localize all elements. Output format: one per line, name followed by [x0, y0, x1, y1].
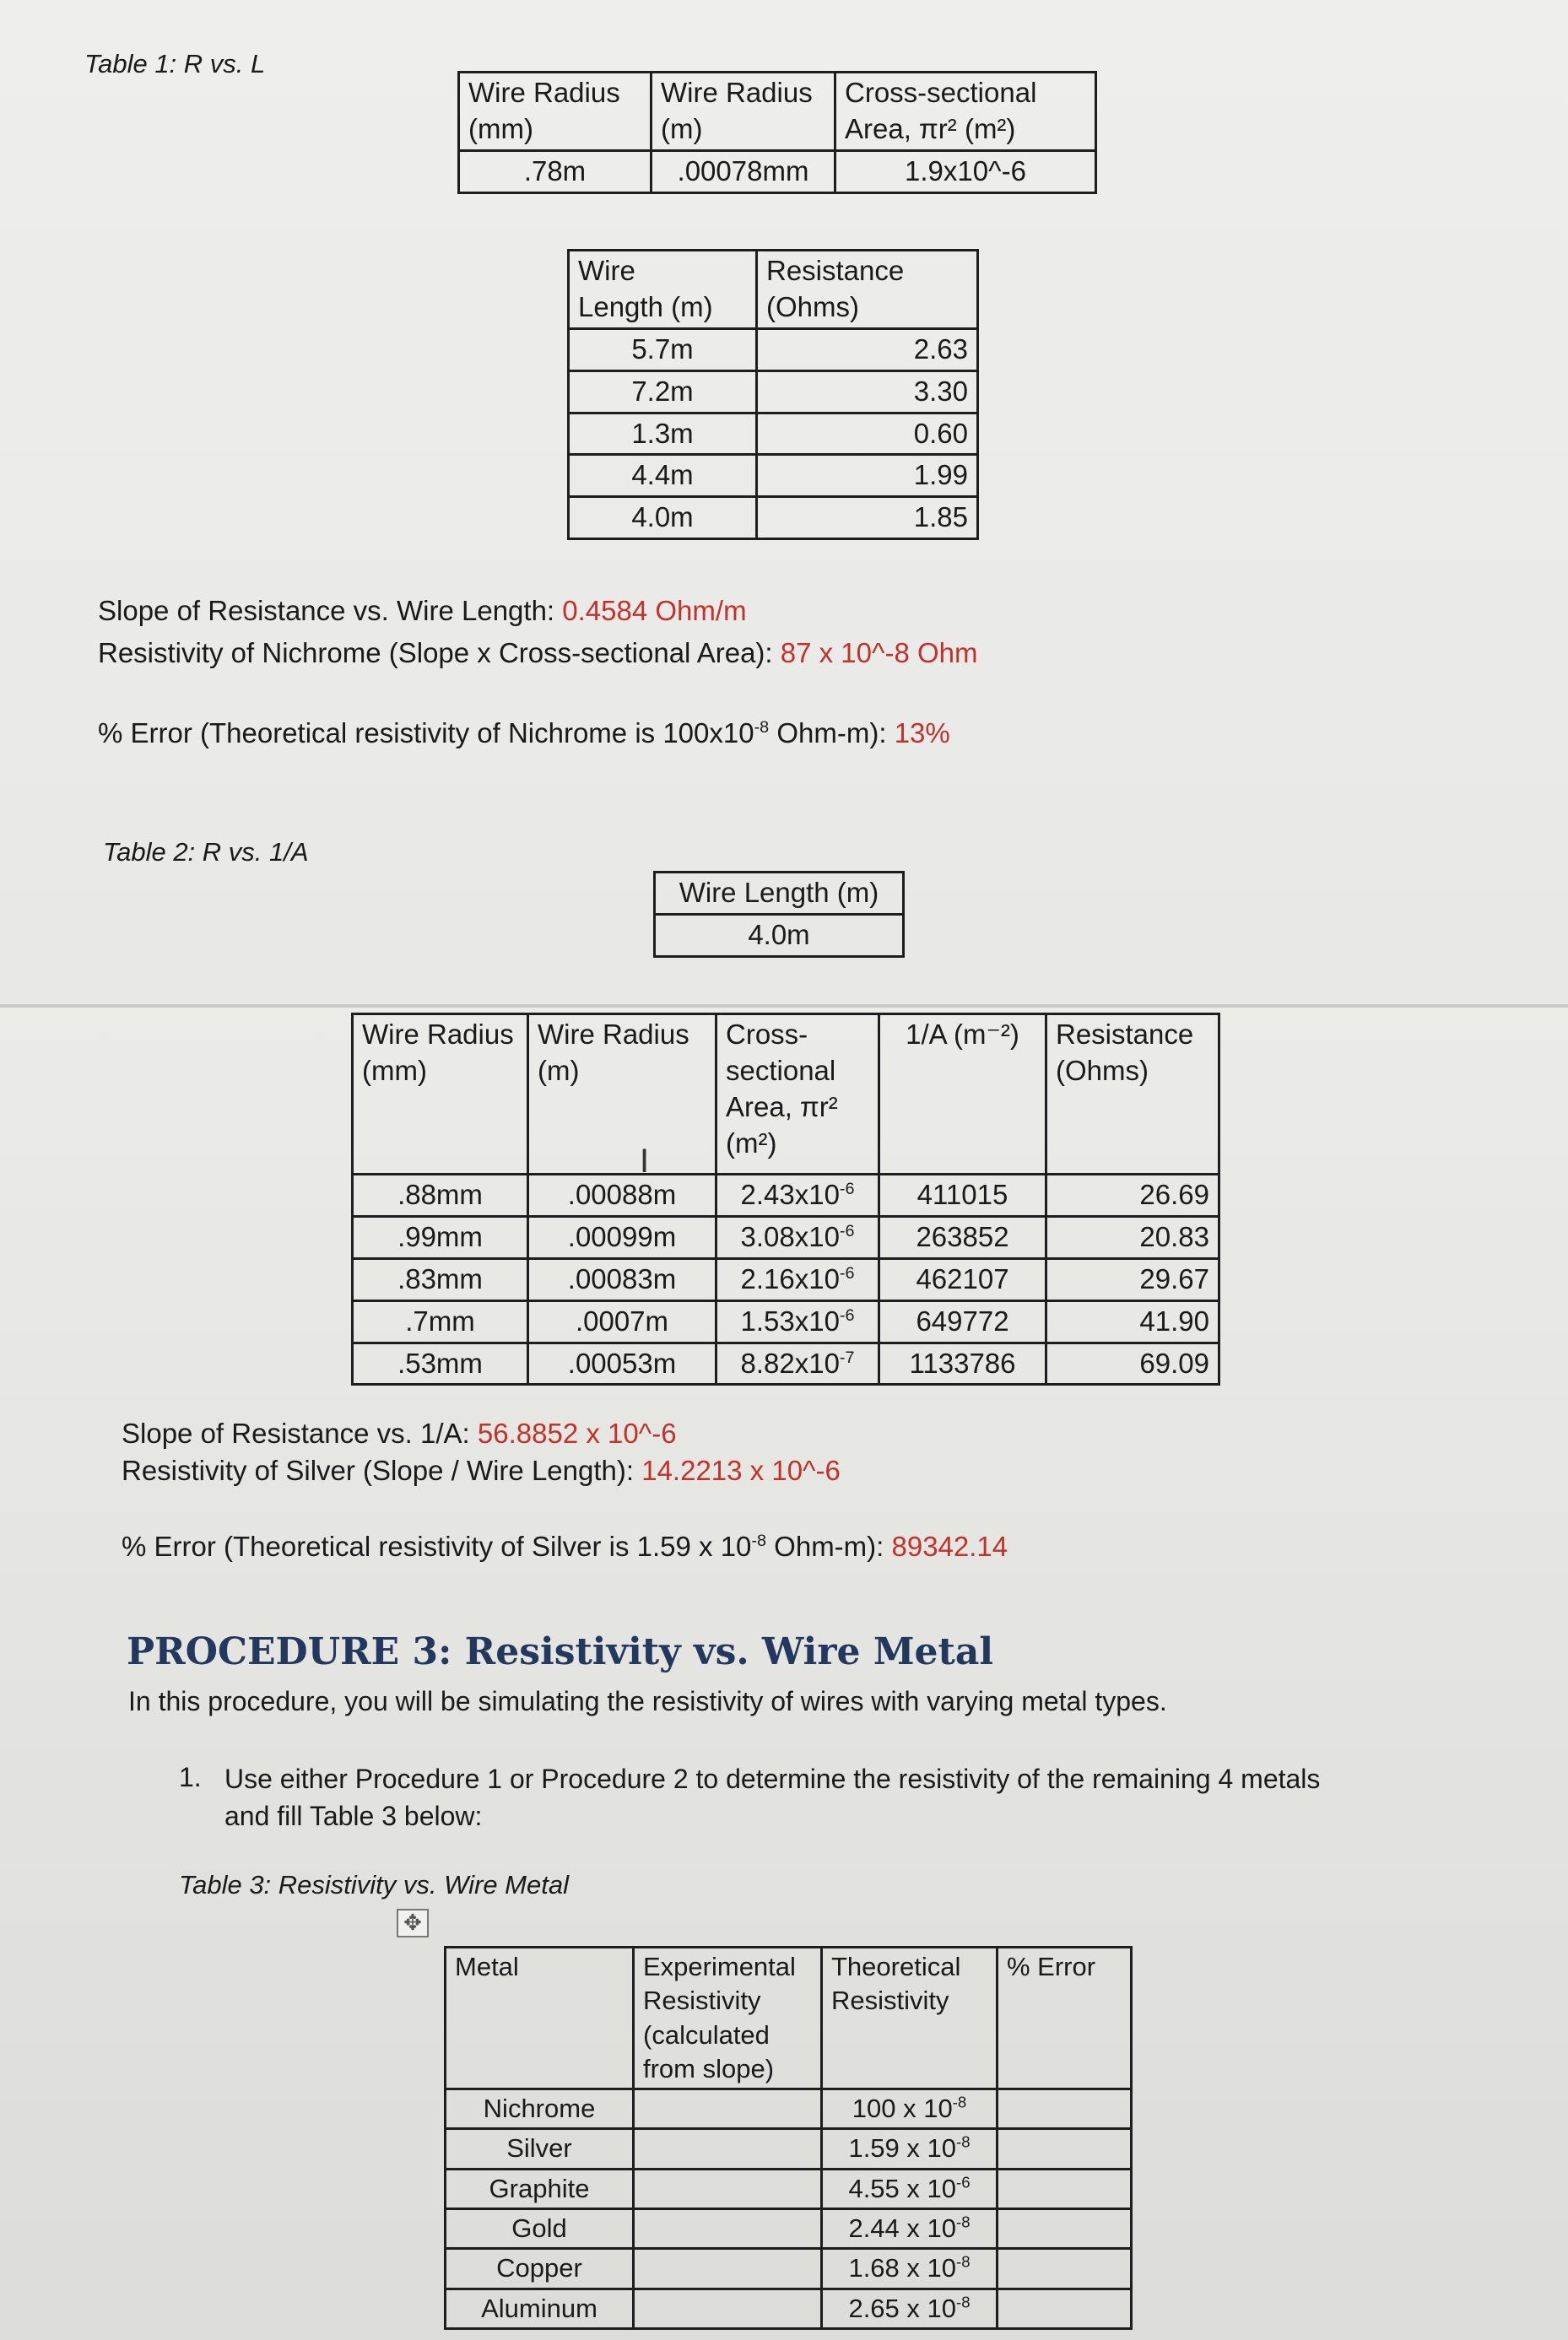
- table2-caption: Table 2: R vs. 1/A: [103, 837, 309, 867]
- table-cell: 0.60: [757, 413, 978, 455]
- table-cell: 4.0m: [569, 497, 757, 539]
- table1-caption: Table 1: R vs. L: [84, 49, 266, 78]
- table-cell: 1133786: [879, 1343, 1046, 1385]
- nichrome-error-label: % Error (Theoretical resistivity of Nichrome is $100x10^{-8}$ Ohm-m):: [98, 717, 887, 748]
- table-row: [569, 413, 978, 455]
- experimental-resistivity-input[interactable]: [634, 2209, 822, 2249]
- table-cell: $2.43x10^{-6}$: [716, 1175, 879, 1217]
- table-row: [569, 328, 978, 370]
- table-row: [569, 455, 978, 497]
- table-cell: 20.83: [1046, 1216, 1219, 1258]
- table-cell: .0007m: [528, 1300, 716, 1343]
- slope-area-label: Slope of Resistance vs. 1/A:: [122, 1418, 470, 1449]
- table1-header-cell: Cross-sectional Area, πr² (m²): [835, 73, 1096, 151]
- experimental-resistivity-input[interactable]: [634, 2089, 822, 2129]
- table2-header-cell: Wire Radius (mm): [353, 1014, 528, 1175]
- silver-resistivity-line: [122, 1455, 841, 1487]
- table-cell: $8.82x10^{-7}$: [716, 1343, 879, 1385]
- silver-resistivity-value: 14.2213 x 10^-6: [641, 1455, 841, 1486]
- table-cell: .99mm: [353, 1216, 528, 1258]
- table-cell: .7mm: [353, 1300, 528, 1343]
- percent-error-input[interactable]: [998, 2209, 1132, 2249]
- procedure3-step-line1: Use either Procedure 1 or Procedure 2 to determine the resistivity of the remaining 4 metals: [224, 1764, 1321, 1794]
- table-cell: 2.63: [757, 328, 978, 370]
- table3-caption: Table 3: Resistivity vs. Wire Metal: [179, 1870, 569, 1900]
- nichrome-resistivity-line: [98, 637, 978, 669]
- table-cell: 263852: [879, 1216, 1046, 1258]
- table-cell: 1.3m: [569, 413, 757, 455]
- table3-header-cell: % Error: [998, 1948, 1132, 2089]
- table-cell: Gold: [446, 2209, 634, 2249]
- page-break-divider: [0, 1004, 1568, 1008]
- table1-header-row: [459, 73, 1096, 151]
- table-cell: .00078mm: [652, 150, 835, 192]
- table1-length-resistance: [567, 249, 979, 540]
- table-row: [353, 1216, 1219, 1258]
- table-cell: Silver: [446, 2129, 634, 2169]
- nichrome-resistivity-value: 87 x 10^-8 Ohm: [780, 637, 978, 668]
- table1b-header-row: [569, 251, 978, 329]
- table1-header-cell: Wire Radius (m): [652, 73, 835, 151]
- table-cell: Graphite: [446, 2169, 634, 2208]
- table3-header-row: [446, 1948, 1132, 2089]
- table-row: [446, 2249, 1132, 2289]
- table-cell: .00053m: [528, 1343, 716, 1385]
- table-row: [446, 2089, 1132, 2129]
- table-row: [569, 370, 978, 413]
- silver-error-label: % Error (Theoretical resistivity of Silver is 1.59 x $10^{-8}$ Ohm-m):: [122, 1531, 884, 1562]
- table-cell: $3.08x10^{-6}$: [716, 1216, 879, 1258]
- table-cell: .00083m: [528, 1258, 716, 1300]
- slope-length-label: Slope of Resistance vs. Wire Length:: [98, 595, 555, 626]
- table-row: [446, 2209, 1132, 2249]
- text-cursor-icon: I: [640, 1143, 650, 1180]
- table1-header-cell: Wire Radius (mm): [459, 73, 652, 151]
- table-cell: 1.68 x $10^{-8}$: [822, 2249, 998, 2289]
- table-cell: .88mm: [353, 1175, 528, 1217]
- nichrome-resistivity-label: Resistivity of Nichrome (Slope x Cross-sectional Area):: [98, 637, 773, 668]
- table-cell: 4.0m: [655, 914, 904, 956]
- table-cell: Wire Length (m): [655, 873, 904, 915]
- table-cell: 1.59 x $10^{-8}$: [822, 2129, 998, 2169]
- table3: [444, 1946, 1133, 2330]
- nichrome-error-value: 13%: [894, 717, 950, 748]
- percent-error-input[interactable]: [998, 2169, 1132, 2208]
- table-cell: 41.90: [1046, 1300, 1219, 1343]
- table2: [351, 1013, 1220, 1386]
- table-row: [353, 1175, 1219, 1217]
- percent-error-input[interactable]: [998, 2249, 1132, 2289]
- table3-header-cell: Metal: [446, 1948, 634, 2089]
- table-row: [569, 497, 978, 539]
- table-cell: 462107: [879, 1258, 1046, 1300]
- silver-resistivity-label: Resistivity of Silver (Slope / Wire Length):: [122, 1455, 635, 1486]
- table3-header-cell: Theoretical Resistivity: [822, 1948, 998, 2089]
- table-cell: .53mm: [353, 1343, 528, 1385]
- table-cell: Aluminum: [446, 2289, 634, 2328]
- nichrome-error-line: [98, 717, 950, 749]
- table-row: [353, 1343, 1219, 1385]
- table-row: [446, 2129, 1132, 2169]
- table-cell: .83mm: [353, 1258, 528, 1300]
- table-cell: 1.9x10^-6: [835, 150, 1096, 192]
- procedure3-title: PROCEDURE 3: Resistivity vs. Wire Metal: [127, 1630, 994, 1673]
- table-cell: 2.44 x $10^{-8}$: [822, 2209, 998, 2249]
- table-cell: $1.53x10^{-6}$: [716, 1300, 879, 1343]
- table-cell: 69.09: [1046, 1343, 1219, 1385]
- table-cell: 411015: [879, 1175, 1046, 1217]
- table-cell: .00099m: [528, 1216, 716, 1258]
- procedure3-step-number: 1.: [179, 1762, 202, 1792]
- table-cell: 649772: [879, 1300, 1046, 1343]
- table1: [457, 71, 1097, 194]
- table3-header-cell: Experimental Resistivity (calculated from slope): [634, 1948, 822, 2089]
- experimental-resistivity-input[interactable]: [634, 2129, 822, 2169]
- table2-header-cell: Resistance (Ohms): [1046, 1014, 1219, 1175]
- table-cell: 26.69: [1046, 1175, 1219, 1217]
- experimental-resistivity-input[interactable]: [634, 2169, 822, 2208]
- percent-error-input[interactable]: [998, 2129, 1132, 2169]
- table-cell: 100 x $10^{-8}$: [822, 2089, 998, 2129]
- slope-area-value: 56.8852 x 10^-6: [477, 1418, 677, 1449]
- experimental-resistivity-input[interactable]: [634, 2249, 822, 2289]
- table-cell: 4.4m: [569, 455, 757, 497]
- table2-header-cell: 1/A (m⁻²): [879, 1014, 1046, 1175]
- percent-error-input[interactable]: [998, 2089, 1132, 2129]
- table-cell: 29.67: [1046, 1258, 1219, 1300]
- table-cell: 1.85: [757, 497, 978, 539]
- table-cell: Nichrome: [446, 2089, 634, 2129]
- table-move-handle-icon[interactable]: ✥: [397, 1909, 429, 1937]
- table-row: [459, 150, 1096, 192]
- table-cell: 2.65 x $10^{-8}$: [822, 2289, 998, 2328]
- table-cell: 4.55 x $10^{-6}$: [822, 2169, 998, 2208]
- table-cell: $2.16x10^{-6}$: [716, 1258, 879, 1300]
- table-row: [353, 1300, 1219, 1343]
- table2-header-cell: Cross- sectional Area, πr² (m²): [716, 1014, 879, 1175]
- table-row: [353, 1258, 1219, 1300]
- table-row: [655, 914, 904, 956]
- table-cell: .78m: [459, 150, 652, 192]
- slope-length-value: 0.4584 Ohm/m: [562, 595, 747, 626]
- experimental-resistivity-input[interactable]: [634, 2289, 822, 2328]
- table-cell: Copper: [446, 2249, 634, 2289]
- silver-error-value: 89342.14: [891, 1531, 1008, 1562]
- procedure3-intro: In this procedure, you will be simulating the resistivity of wires with varying metal types.: [128, 1686, 1167, 1716]
- table2-header-row: [353, 1014, 1219, 1175]
- table-row: [446, 2169, 1132, 2208]
- slope-area-line: [122, 1418, 677, 1450]
- slope-length-line: [98, 595, 747, 627]
- table2-header-cell: Wire Radius (m): [528, 1014, 716, 1175]
- percent-error-input[interactable]: [998, 2289, 1132, 2328]
- procedure3-step-line2: and fill Table 3 below:: [224, 1801, 483, 1831]
- table1b-header-cell: Resistance (Ohms): [757, 251, 978, 329]
- table-cell: 7.2m: [569, 370, 757, 413]
- table2-wire-length: [653, 871, 905, 958]
- table-cell: 1.99: [757, 455, 978, 497]
- table-cell: 5.7m: [569, 328, 757, 370]
- silver-error-line: [122, 1531, 1008, 1563]
- table-row: [655, 873, 904, 915]
- table-cell: 3.30: [757, 370, 978, 413]
- table-cell: .00088m: [528, 1175, 716, 1217]
- table-row: [446, 2289, 1132, 2328]
- table1b-header-cell: Wire Length (m): [569, 251, 757, 329]
